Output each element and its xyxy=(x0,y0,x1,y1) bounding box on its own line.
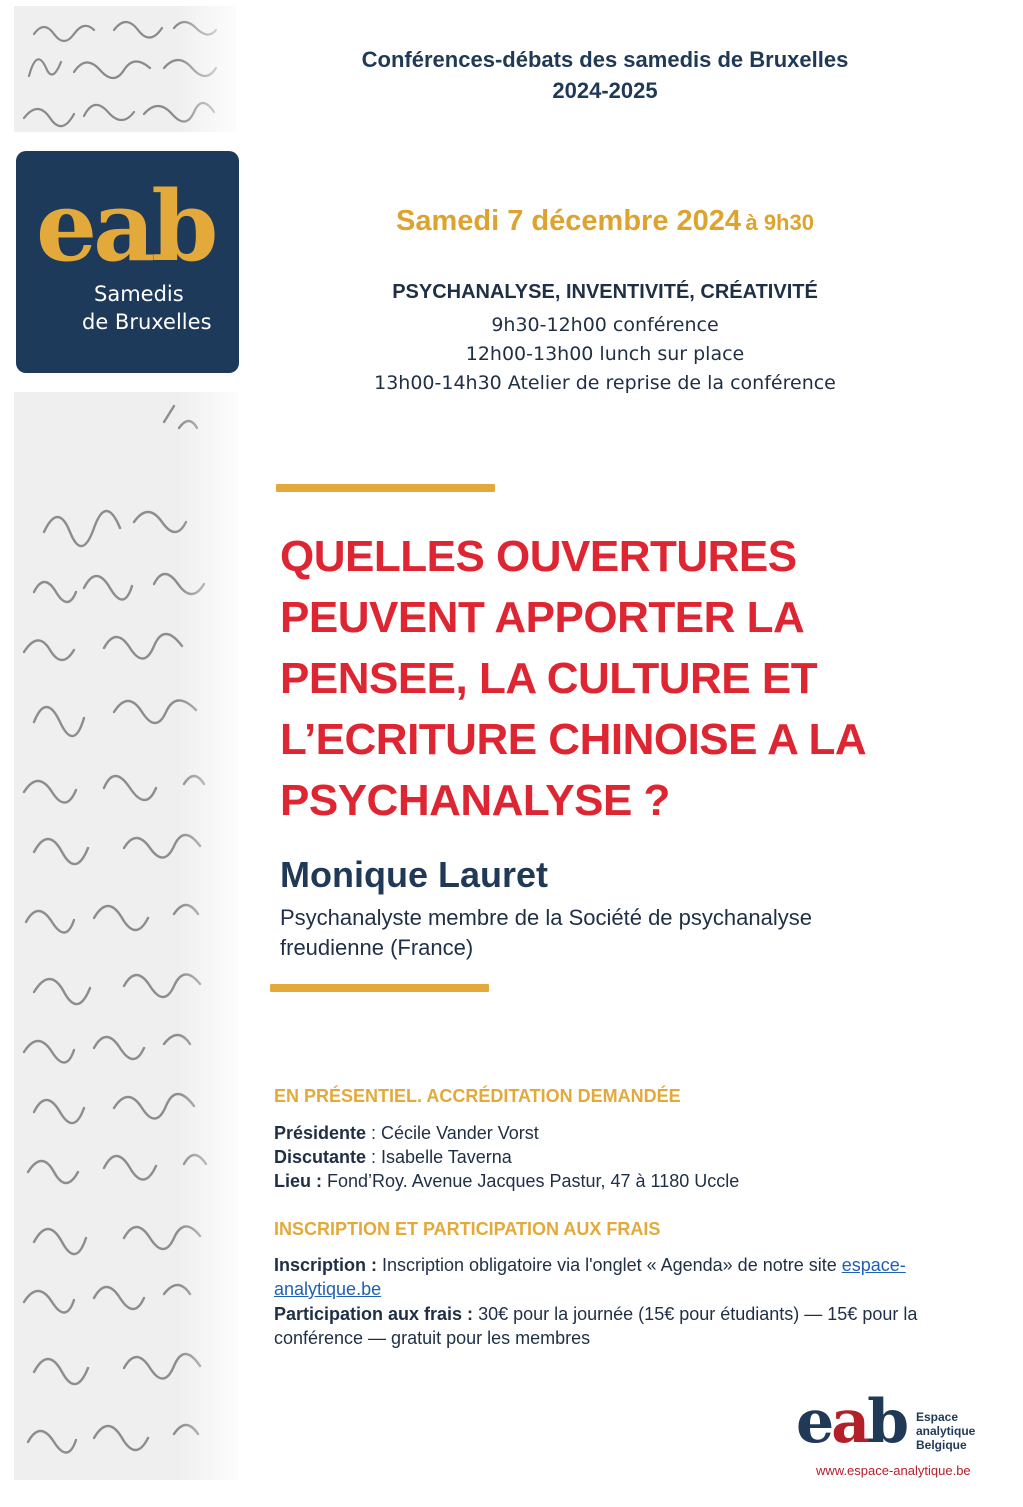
frais-value: 30€ pour la journée (15€ pour étudiants) — 15€ pour la xyxy=(473,1304,918,1324)
series-title: Conférences-débats des samedis de Bruxelles xyxy=(361,47,849,72)
footer-org-line: Espace xyxy=(916,1410,959,1424)
footer-mark-a: a xyxy=(831,1387,868,1457)
handwriting-image-side xyxy=(14,392,238,1480)
website-link[interactable]: espace- xyxy=(841,1255,906,1275)
frais-row xyxy=(274,1302,974,1350)
title-line: L’ECRITURE CHINOISE A LA xyxy=(280,715,867,764)
section-heading-attendance: EN PRÉSENTIEL. ACCRÉDITATION DEMANDÉE xyxy=(274,1086,681,1106)
section-heading-registration: INSCRIPTION ET PARTICIPATION AUX FRAIS xyxy=(274,1219,661,1239)
schedule-item: 9h30-12h00 conférence xyxy=(491,314,719,336)
title-line: PEUVENT APPORTER LA xyxy=(280,593,805,642)
lieu-label: Lieu : xyxy=(274,1171,322,1191)
event-time: à 9h30 xyxy=(745,210,814,235)
presidente-row xyxy=(274,1121,974,1145)
logo-line1: Samedis xyxy=(94,282,184,306)
frais-label: Participation aux frais : xyxy=(274,1304,474,1324)
footer-org-name xyxy=(916,1410,975,1452)
presidente-label: Présidente xyxy=(274,1123,367,1143)
schedule-item: 13h00-14h30 Atelier de reprise de la conférence xyxy=(374,372,836,394)
speaker-desc-line: Psychanalyste membre de la Société de psychanalyse xyxy=(280,905,812,930)
logo-mark: eab xyxy=(36,170,215,283)
logo-line2: de Bruxelles xyxy=(82,310,212,334)
inscription-value: Inscription obligatoire via l'onglet « Agenda» de notre site xyxy=(377,1255,842,1275)
inscription-label: Inscription : xyxy=(274,1255,377,1275)
lieu-value: Fond’Roy. Avenue Jacques Pastur, 47 à 1180 Uccle xyxy=(322,1171,740,1191)
title-line: QUELLES OUVERTURES xyxy=(280,532,797,581)
event-theme: PSYCHANALYSE, INVENTIVITÉ, CRÉATIVITÉ xyxy=(392,281,818,303)
frais-value-cont: conférence — gratuit pour les membres xyxy=(274,1328,591,1348)
speaker-name: Monique Lauret xyxy=(280,854,548,895)
footer-logo-mark xyxy=(796,1387,907,1457)
lieu-row xyxy=(274,1169,974,1193)
website-link-cont[interactable]: analytique.be xyxy=(274,1279,382,1299)
speaker-description xyxy=(280,903,980,963)
discutante-row xyxy=(274,1145,974,1169)
footer-logo xyxy=(796,1387,996,1464)
footer-url[interactable]: www.espace-analytique.be xyxy=(816,1463,971,1478)
discutante-value: : Isabelle Taverna xyxy=(366,1147,512,1167)
title-line: PSYCHANALYSE ? xyxy=(280,776,670,825)
footer-mark-b: b xyxy=(867,1387,907,1457)
series-years: 2024-2025 xyxy=(552,78,658,103)
presidente-value: : Cécile Vander Vorst xyxy=(366,1123,539,1143)
handwriting-image-top xyxy=(14,6,236,132)
event-date-line xyxy=(250,205,960,238)
eab-logo xyxy=(16,151,239,373)
footer-org-line: analytique xyxy=(916,1424,976,1438)
divider-top xyxy=(276,484,495,492)
conference-title xyxy=(280,526,1000,831)
discutante-label: Discutante xyxy=(274,1147,367,1167)
footer-org-line: Belgique xyxy=(916,1438,967,1452)
footer-mark-e: e xyxy=(796,1387,832,1457)
event-date: Samedi 7 décembre 2024 xyxy=(396,205,742,237)
inscription-row xyxy=(274,1253,974,1301)
schedule-item: 12h00-13h00 lunch sur place xyxy=(465,343,745,365)
title-line: PENSEE, LA CULTURE ET xyxy=(280,654,818,703)
divider-bottom xyxy=(270,984,489,992)
speaker-desc-line: freudienne (France) xyxy=(280,935,474,960)
